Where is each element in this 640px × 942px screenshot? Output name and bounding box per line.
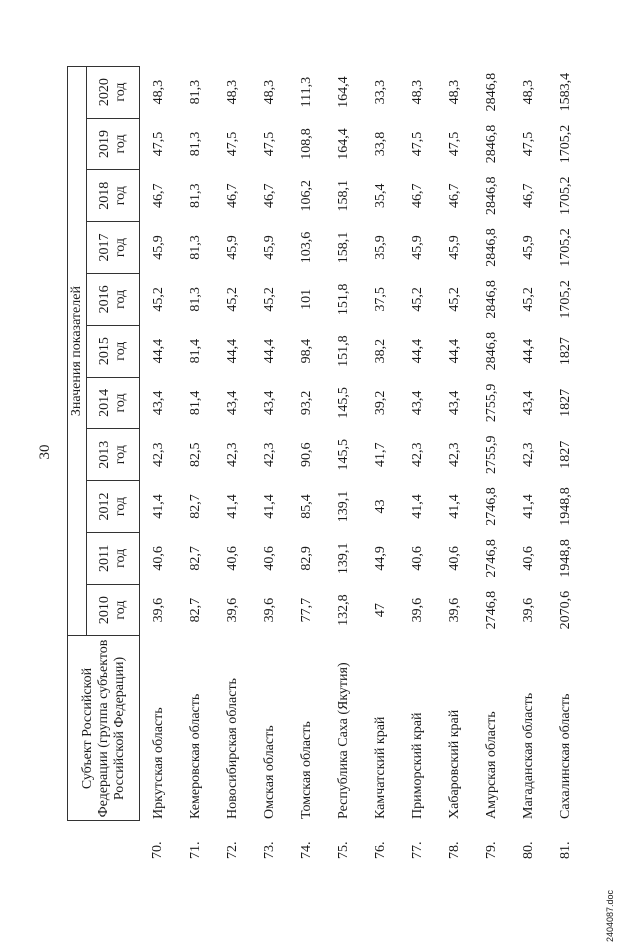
value-cell: 48,3: [261, 79, 277, 105]
value-cell: 39,6: [150, 597, 166, 623]
row-number: 71.: [187, 841, 203, 859]
value-cell: 39,6: [446, 597, 462, 623]
subject-name: Приморский край: [409, 712, 425, 819]
value-cell: 44,4: [409, 338, 425, 364]
subject-name: Кемеровская область: [187, 693, 203, 819]
value-cell: 2846,8: [483, 280, 499, 319]
subject-name: Магаданская область: [520, 692, 536, 819]
value-cell: 45,2: [409, 287, 425, 312]
table-row: [362, 66, 399, 861]
value-cell: 44,4: [224, 338, 240, 364]
value-cell: 45,9: [446, 235, 462, 260]
value-cell: 145,5: [335, 387, 351, 419]
year-header: 2016 год: [87, 273, 140, 325]
value-cell: 81,4: [187, 338, 203, 364]
value-cell: 41,4: [261, 494, 277, 519]
value-cell: 2755,9: [483, 435, 499, 474]
value-cell: 43,4: [446, 390, 462, 416]
value-cell: 47,5: [261, 131, 277, 157]
year-header: 2015 год: [87, 325, 140, 377]
value-cell: 44,9: [372, 546, 388, 571]
value-cell: 39,6: [224, 597, 240, 623]
value-cell: 40,6: [409, 546, 425, 571]
table-row: [214, 66, 251, 861]
value-cell: 39,2: [372, 390, 388, 416]
value-cell: 2746,8: [483, 590, 499, 630]
value-cell: 40,6: [520, 546, 536, 571]
value-cell: 81,3: [187, 79, 203, 105]
value-cell: 44,4: [150, 338, 166, 364]
value-cell: 43,4: [224, 390, 240, 416]
value-cell: 111,3: [298, 76, 314, 108]
value-cell: 46,7: [446, 183, 462, 208]
value-cell: 43,4: [261, 390, 277, 416]
year-header: 2017 год: [87, 222, 140, 274]
subject-column-header: Субъект Российской Федерации (группа субъектов Российской Федерации): [68, 636, 140, 821]
value-cell: 33,3: [372, 79, 388, 105]
value-cell: 98,4: [298, 338, 314, 364]
value-cell: 41,7: [372, 442, 388, 467]
value-cell: 41,4: [409, 494, 425, 519]
year-header: 2014 год: [87, 377, 140, 429]
value-cell: 2846,8: [483, 124, 499, 164]
value-cell: 101: [298, 288, 314, 310]
value-cell: 46,7: [150, 183, 166, 208]
value-cell: 2846,8: [483, 331, 499, 371]
row-number: 79.: [483, 841, 499, 859]
row-number: 73.: [261, 841, 277, 859]
value-cell: 39,6: [409, 597, 425, 623]
year-header: 2018 год: [87, 170, 140, 222]
value-cell: 48,3: [224, 79, 240, 105]
value-cell: 90,6: [298, 442, 314, 467]
row-number: 72.: [224, 841, 240, 859]
value-cell: 2755,9: [483, 383, 499, 423]
value-cell: 33,8: [372, 131, 388, 157]
row-number: 76.: [372, 841, 388, 859]
value-cell: 35,9: [372, 235, 388, 260]
value-cell: 48,3: [409, 79, 425, 105]
value-cell: 82,7: [187, 494, 203, 519]
value-cell: 81,3: [187, 131, 203, 157]
year-header: 2010 год: [87, 584, 140, 636]
value-cell: 158,1: [335, 179, 351, 212]
subject-name: Камчатский край: [372, 716, 388, 819]
value-cell: 103,6: [298, 231, 314, 264]
value-cell: 45,2: [520, 287, 536, 312]
value-cell: 39,6: [261, 597, 277, 623]
value-cell: 46,7: [224, 183, 240, 208]
value-cell: 42,3: [224, 442, 240, 467]
table-row: [473, 66, 510, 861]
value-cell: 46,7: [520, 183, 536, 208]
value-cell: 39,6: [520, 597, 536, 623]
value-cell: 82,7: [187, 597, 203, 623]
value-cell: 43,4: [409, 390, 425, 416]
value-cell: 45,2: [446, 287, 462, 312]
value-cell: 1948,8: [557, 487, 573, 526]
row-number: 80.: [520, 841, 536, 859]
table-row: [510, 66, 547, 861]
rotated-table-container: [67, 66, 577, 861]
value-cell: 44,4: [261, 338, 277, 364]
value-cell: 93,2: [298, 390, 314, 416]
value-cell: 45,9: [224, 235, 240, 260]
row-number: 81.: [557, 841, 573, 859]
value-cell: 42,3: [409, 442, 425, 467]
value-cell: 44,4: [520, 338, 536, 364]
value-cell: 48,3: [520, 79, 536, 105]
value-cell: 164,4: [335, 76, 351, 108]
value-cell: 82,5: [187, 442, 203, 467]
year-header: 2020 год: [87, 66, 140, 118]
table-body: [140, 66, 585, 861]
value-cell: 139,1: [335, 542, 351, 575]
value-cell: 1827: [557, 337, 573, 366]
table-row: [436, 66, 473, 861]
value-cell: 108,8: [298, 128, 314, 160]
value-cell: 2746,8: [483, 539, 499, 578]
value-cell: 42,3: [520, 442, 536, 467]
value-cell: 45,9: [261, 235, 277, 260]
value-cell: 38,2: [372, 338, 388, 364]
value-cell: 42,3: [150, 442, 166, 467]
value-cell: 2846,8: [483, 228, 499, 267]
row-number: 77.: [409, 841, 425, 859]
table-row: [177, 66, 214, 861]
value-cell: 106,2: [298, 179, 314, 212]
value-cell: 45,2: [150, 287, 166, 312]
value-cell: 81,3: [187, 183, 203, 208]
value-cell: 1948,8: [557, 539, 573, 578]
value-cell: 81,4: [187, 390, 203, 416]
value-cell: 1827: [557, 388, 573, 417]
value-cell: 2846,8: [483, 72, 499, 112]
table-row: [251, 66, 288, 861]
value-cell: 2746,8: [483, 487, 499, 526]
value-cell: 35,4: [372, 183, 388, 208]
value-cell: 1705,2: [557, 228, 573, 267]
page-number: 30: [37, 444, 53, 460]
table-row: [399, 66, 436, 861]
value-cell: 164,4: [335, 128, 351, 160]
year-header: 2019 год: [87, 118, 140, 170]
value-cell: 47,5: [409, 131, 425, 157]
table-row: [288, 66, 325, 861]
row-number: 74.: [298, 841, 314, 859]
value-cell: 139,1: [335, 490, 351, 523]
value-cell: 42,3: [446, 442, 462, 467]
table-row: [140, 66, 178, 861]
table-header: [68, 66, 140, 861]
value-cell: 40,6: [261, 546, 277, 571]
value-cell: 46,7: [409, 183, 425, 208]
subject-name: Сахалинская область: [557, 693, 573, 819]
indicators-table: [67, 66, 584, 861]
indicator-values-group-header: Значения показателей: [68, 66, 87, 636]
value-cell: 158,1: [335, 231, 351, 264]
value-cell: 42,3: [261, 442, 277, 467]
value-cell: 85,4: [298, 494, 314, 519]
value-cell: 1827: [557, 440, 573, 469]
subject-name: Омская область: [261, 725, 277, 819]
value-cell: 47,5: [224, 131, 240, 157]
value-cell: 37,5: [372, 287, 388, 312]
document-code: 2404087.doc: [605, 889, 615, 942]
value-cell: 45,2: [261, 287, 277, 312]
value-cell: 47: [372, 603, 388, 618]
value-cell: 40,6: [150, 546, 166, 571]
year-header: 2012 год: [87, 481, 140, 533]
value-cell: 2846,8: [483, 176, 499, 215]
value-cell: 41,4: [224, 494, 240, 519]
value-cell: 132,8: [335, 594, 351, 626]
row-number: 70.: [150, 841, 166, 859]
year-header: 2013 год: [87, 429, 140, 481]
value-cell: 41,4: [150, 494, 166, 519]
subject-name: Томская область: [298, 721, 314, 819]
value-cell: 1705,2: [557, 124, 573, 164]
value-cell: 45,9: [520, 235, 536, 260]
value-cell: 145,5: [335, 438, 351, 471]
year-header: 2011 год: [87, 532, 140, 584]
subject-name: Республика Саха (Якутия): [335, 662, 351, 819]
value-cell: 81,3: [187, 235, 203, 260]
value-cell: 1705,2: [557, 280, 573, 319]
value-cell: 48,3: [446, 79, 462, 105]
value-cell: 47,5: [446, 131, 462, 157]
value-cell: 1583,4: [557, 72, 573, 112]
subject-name: Иркутская область: [150, 707, 166, 819]
value-cell: 151,8: [335, 335, 351, 367]
value-cell: 81,3: [187, 287, 203, 312]
row-number: 78.: [446, 841, 462, 859]
value-cell: 40,6: [224, 546, 240, 571]
value-cell: 43,4: [150, 390, 166, 416]
value-cell: 46,7: [261, 183, 277, 208]
subject-name: Хабаровский край: [446, 709, 462, 819]
value-cell: 1705,2: [557, 176, 573, 215]
value-cell: 41,4: [446, 494, 462, 519]
value-cell: 47,5: [520, 131, 536, 157]
value-cell: 41,4: [520, 494, 536, 519]
row-number: 75.: [335, 841, 351, 859]
number-column-header: [68, 821, 140, 861]
table-row: [325, 66, 362, 861]
value-cell: 40,6: [446, 546, 462, 571]
value-cell: 82,7: [187, 546, 203, 571]
table-row: [547, 66, 584, 861]
subject-name: Новосибирская область: [224, 678, 240, 819]
value-cell: 44,4: [446, 338, 462, 364]
value-cell: 47,5: [150, 131, 166, 157]
subject-name: Амурская область: [483, 711, 499, 819]
value-cell: 77,7: [298, 597, 314, 623]
value-cell: 2070,6: [557, 590, 573, 630]
value-cell: 43,4: [520, 390, 536, 416]
value-cell: 82,9: [298, 546, 314, 571]
value-cell: 43: [372, 499, 388, 514]
value-cell: 45,2: [224, 287, 240, 312]
value-cell: 48,3: [150, 79, 166, 105]
value-cell: 45,9: [409, 235, 425, 260]
value-cell: 151,8: [335, 283, 351, 316]
value-cell: 45,9: [150, 235, 166, 260]
